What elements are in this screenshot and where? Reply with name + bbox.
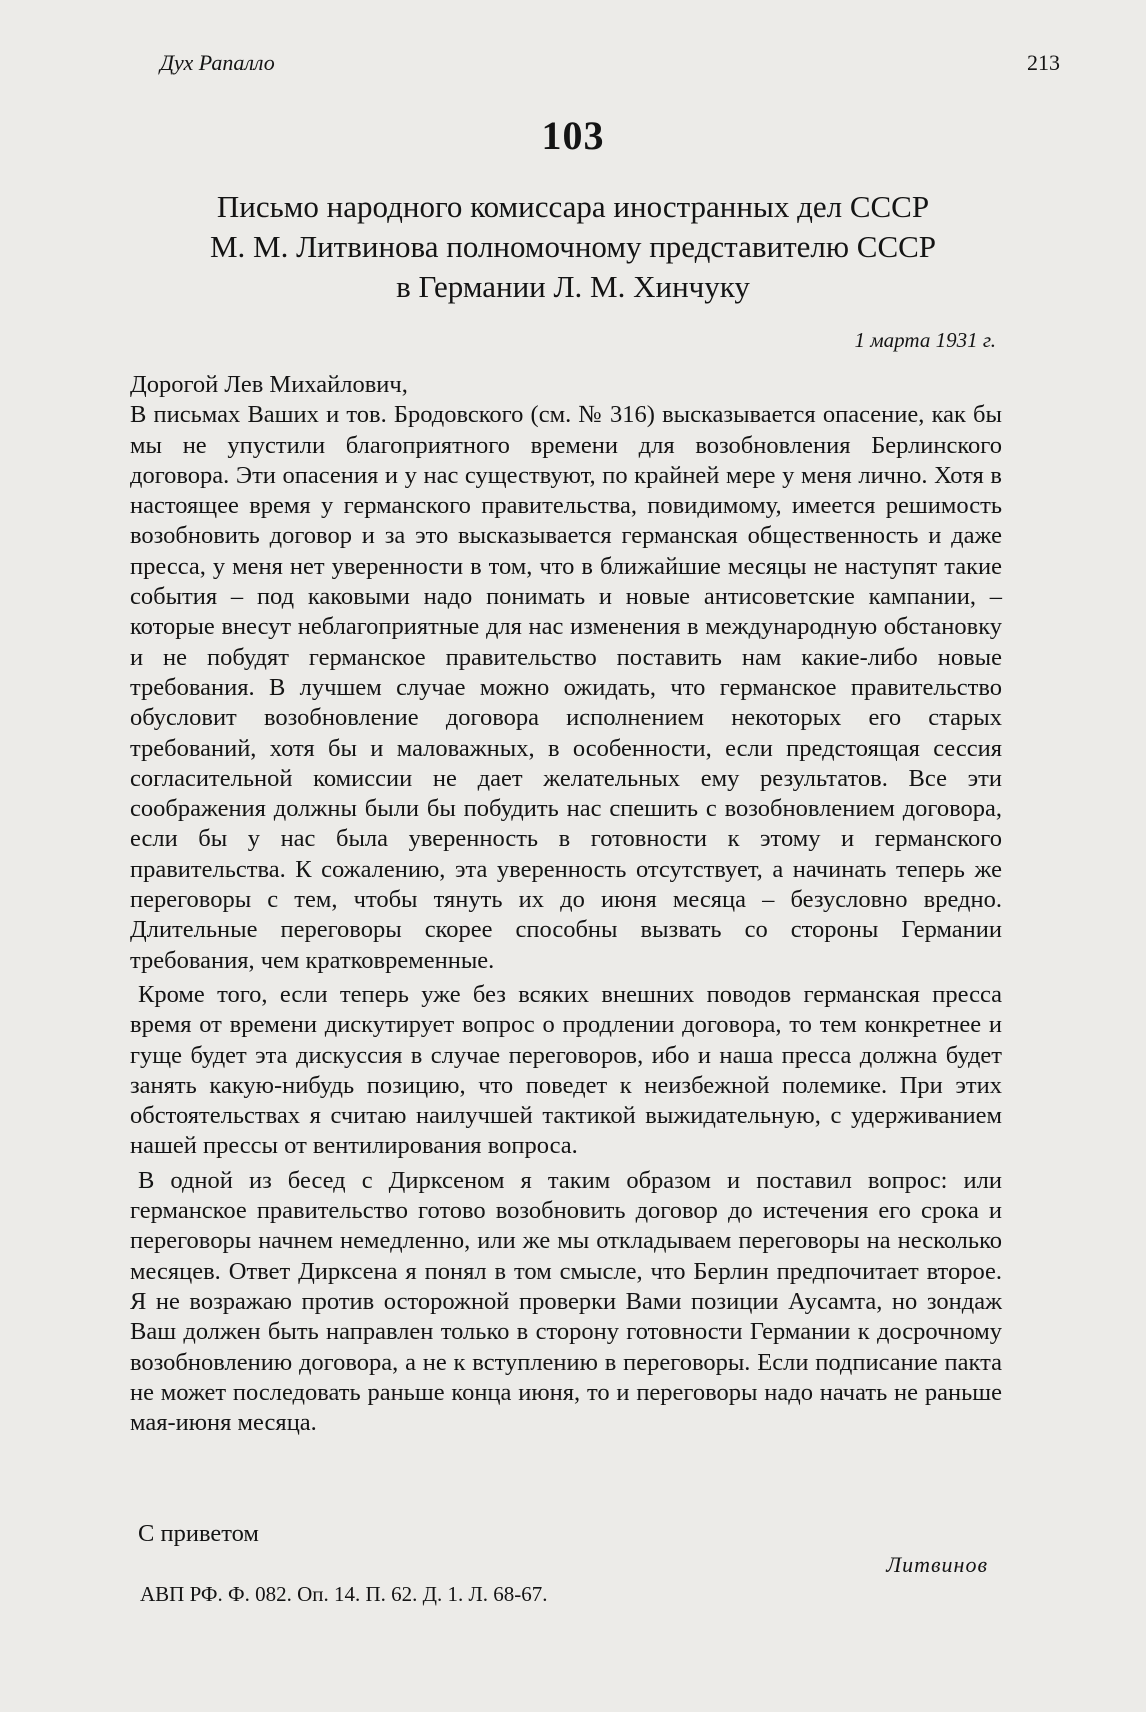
document-title bbox=[110, 187, 1036, 307]
document-date: 1 марта 1931 г. bbox=[854, 328, 996, 352]
document-number: 103 bbox=[541, 113, 605, 158]
running-header bbox=[160, 50, 1060, 84]
running-title: Дух Рапалло bbox=[160, 50, 275, 75]
title-line: Письмо народного комиссара иностранных дел СССР bbox=[216, 189, 930, 224]
paragraph: В письмах Ваших и тов. Бродовского (см. № 316) высказывается опасение, как бы мы не упустили благоприятного времени для возобновления Берлинского договора. Эти опасения и у нас существуют, по крайней мере у меня лично. Хотя в настоящее время у германского правительства, повидимому, имеется решимость возобновить договор и за это высказывается германская общественность и даже пресса, у меня нет уверенности в том, что в ближайшие месяцы не наступят такие события – под каковыми надо понимать и новые антисоветские кампании, – которые внесут неблагоприятные для нас изменения в международную обстановку и не побудят германское правительство поставить нам какие-либо новые требования. В лучшем случае можно ожидать, что германское правительство обусловит возобновление договора исполнением некоторых его старых требований, хотя бы и маловажных, в особенности, если предстоящая сессия согласительной комиссии не дает желательных ему результатов. Все эти соображения должны были бы побудить нас спешить с возобновлением договора, если бы у нас была уверенность в готовности к этому и германского правительства. К сожалению, эта уверенность отсутствует, а начинать теперь же переговоры с тем, чтобы тянуть их до июня месяца – безусловно вредно. Длительные переговоры скорее способны вызвать со стороны Германии требования, чем кратковременные. bbox=[130, 401, 1002, 974]
letter-body bbox=[130, 370, 1002, 1438]
paragraph: В одной из бесед с Дирксеном я таким образом и поставил вопрос: или германское правительство готово возобновить договор до истечения его срока и переговоры начнем немедленно, или же мы откладываем переговоры на несколько месяцев. Ответ Дирксена я понял в том смысле, что Берлин предпочитает второе. Я не возражаю против осторожной проверки Вами позиции Аусамта, но зондаж Ваш должен быть направлен только в сторону готовности Германии к досрочному возобновлению договора, а не к вступлению в переговоры. Если подписание пакта не может последовать раньше конца июня, то и переговоры надо начать не раньше мая-июня месяца. bbox=[130, 1166, 1002, 1437]
archive-source: АВП РФ. Ф. 082. Оп. 14. П. 62. Д. 1. Л. 68-67. bbox=[140, 1582, 548, 1606]
closing: С приветом bbox=[138, 1520, 259, 1547]
signature: Литвинов bbox=[886, 1552, 988, 1577]
title-line: М. М. Литвинова полномочному представителю СССР bbox=[209, 229, 937, 264]
paragraph: Кроме того, если теперь уже без всяких внешних поводов германская пресса время от времени дискутирует вопрос о продлении договора, то тем конкретнее и гуще будет эта дискуссия в случае переговоров, ибо и наша пресса должна будет занять какую-нибудь позицию, что поведет к неизбежной полемике. При этих обстоятельствах я считаю наилучшей тактикой выжидательную, с удерживанием нашей прессы от вентилирования вопроса. bbox=[130, 980, 1002, 1160]
salutation: Дорогой Лев Михайлович, bbox=[130, 371, 408, 398]
title-line: в Германии Л. М. Хинчуку bbox=[396, 269, 750, 304]
page-number: 213 bbox=[1027, 50, 1060, 75]
